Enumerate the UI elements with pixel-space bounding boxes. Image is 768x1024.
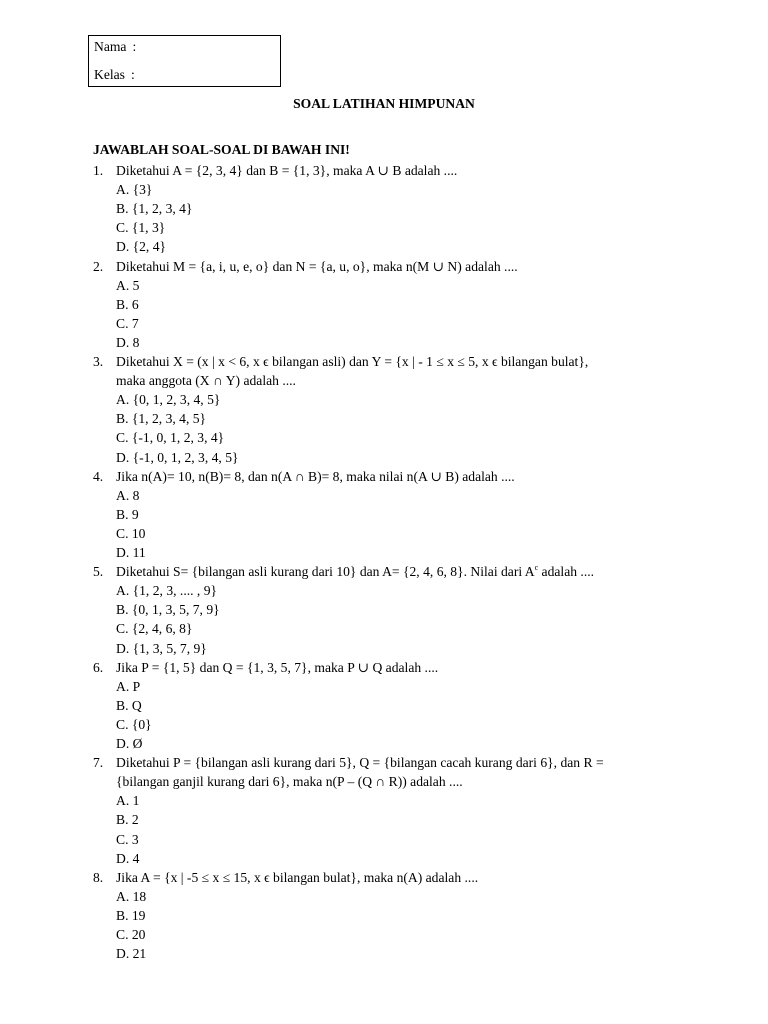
answer-option: B. Q [116,697,142,713]
question-number: 7. [93,755,104,771]
answer-option: D. Ø [116,736,143,751]
answer-option: B. {0, 1, 3, 5, 7, 9} [116,602,220,618]
answer-option: D. 21 [116,946,147,962]
question-number: 3. [93,354,104,369]
question-text [116,467,515,486]
question-number: 8. [93,869,104,885]
answer-option: C. 3 [116,831,139,847]
kelas-label: Kelas [94,67,125,82]
answer-option: C. 20 [116,927,146,942]
question-text-tail: adalah .... [538,564,595,580]
question-text-segment: Diketahui X = (x | x < 6, x ϵ bilangan asli) dan Y = {x | - 1 ≤ x ≤ 5, x ϵ bilangan bulat}, [116,354,589,369]
nama-label: Nama [94,39,127,54]
instruction-heading: JAWABLAH SOAL-SOAL DI BAWAH INI! [93,142,350,157]
question-text [116,257,518,276]
answer-option: D. 4 [116,850,140,866]
question-text-segment: Diketahui A = {2, 3, 4} dan B = {1, 3}, maka A ∪ B adalah .... [116,163,458,178]
answer-option: A. 8 [116,487,140,503]
answer-option: D. {1, 3, 5, 7, 9} [116,640,207,656]
answer-option: D. 8 [116,334,140,350]
question-text-segment: maka anggota (X ∩ Y) adalah .... [116,373,296,389]
answer-option: A. 5 [116,277,140,293]
question-text-segment: Jika P = {1, 5} dan Q = {1, 3, 5, 7}, maka P ∪ Q adalah .... [116,659,439,675]
answer-option: B. 2 [116,812,139,828]
answer-option: A. {3} [116,182,153,198]
question-number: 2. [93,258,104,274]
answer-option: A. P [116,678,141,694]
answer-option: C. {0} [116,716,152,732]
question-text [116,658,438,677]
page-title: SOAL LATIHAN HIMPUNAN [293,96,475,111]
complement-superscript: c [534,563,539,573]
question-text-segment: Diketahui S= {bilangan asli kurang dari 10} dan A= {2, 4, 6, 8}. Nilai dari A [116,564,535,580]
answer-option: C. 10 [116,525,146,541]
question-text [116,772,463,791]
answer-option: A. {1, 2, 3, .... , 9} [116,583,218,599]
question-number: 4. [93,468,104,484]
nama-colon: : [132,39,137,54]
question-text [116,371,296,390]
question-text [116,753,604,772]
question-text [116,562,594,581]
question-text-segment: {bilangan ganjil kurang dari 6}, maka n(P – (Q ∩ R)) adalah .... [116,774,463,790]
answer-option: B. {1, 2, 3, 4} [116,201,193,217]
nama-row [94,38,136,56]
answer-option: D. {-1, 0, 1, 2, 3, 4, 5} [116,449,239,465]
identity-box [88,35,281,87]
answer-option: C. 7 [116,315,139,331]
question-text-segment: Diketahui P = {bilangan asli kurang dari 5}, Q = {bilangan cacah kurang dari 6}, dan R = [116,755,604,771]
question-text [116,352,588,371]
answer-option: B. {1, 2, 3, 4, 5} [116,411,207,427]
answer-option: A. 18 [116,888,147,904]
kelas-colon: : [130,67,135,82]
answer-option: A. 1 [116,793,140,809]
answer-option: D. {2, 4} [116,239,167,255]
answer-option: C. {2, 4, 6, 8} [116,621,193,637]
question-number: 5. [93,564,104,580]
question-text-segment: Diketahui M = {a, i, u, e, o} dan N = {a, u, o}, maka n(M ∪ N) adalah .... [116,258,518,274]
answer-option: A. {0, 1, 2, 3, 4, 5} [116,392,221,408]
answer-option: B. 9 [116,506,139,522]
answer-option: B. 6 [116,296,139,312]
question-text-segment: Jika n(A)= 10, n(B)= 8, dan n(A ∩ B)= 8, maka nilai n(A ∪ B) adalah .... [116,468,515,484]
question-text [116,868,478,887]
question-number: 1. [93,163,104,178]
question-number: 6. [93,659,104,675]
question-text-segment: Jika A = {x | -5 ≤ x ≤ 15, x ϵ bilangan bulat}, maka n(A) adalah .... [116,869,479,885]
answer-option: C. {1, 3} [116,220,166,236]
answer-option: C. {-1, 0, 1, 2, 3, 4} [116,430,225,446]
answer-option: B. 19 [116,907,146,923]
question-text [116,161,457,180]
kelas-row [94,66,135,84]
answer-option: D. 11 [116,545,146,560]
